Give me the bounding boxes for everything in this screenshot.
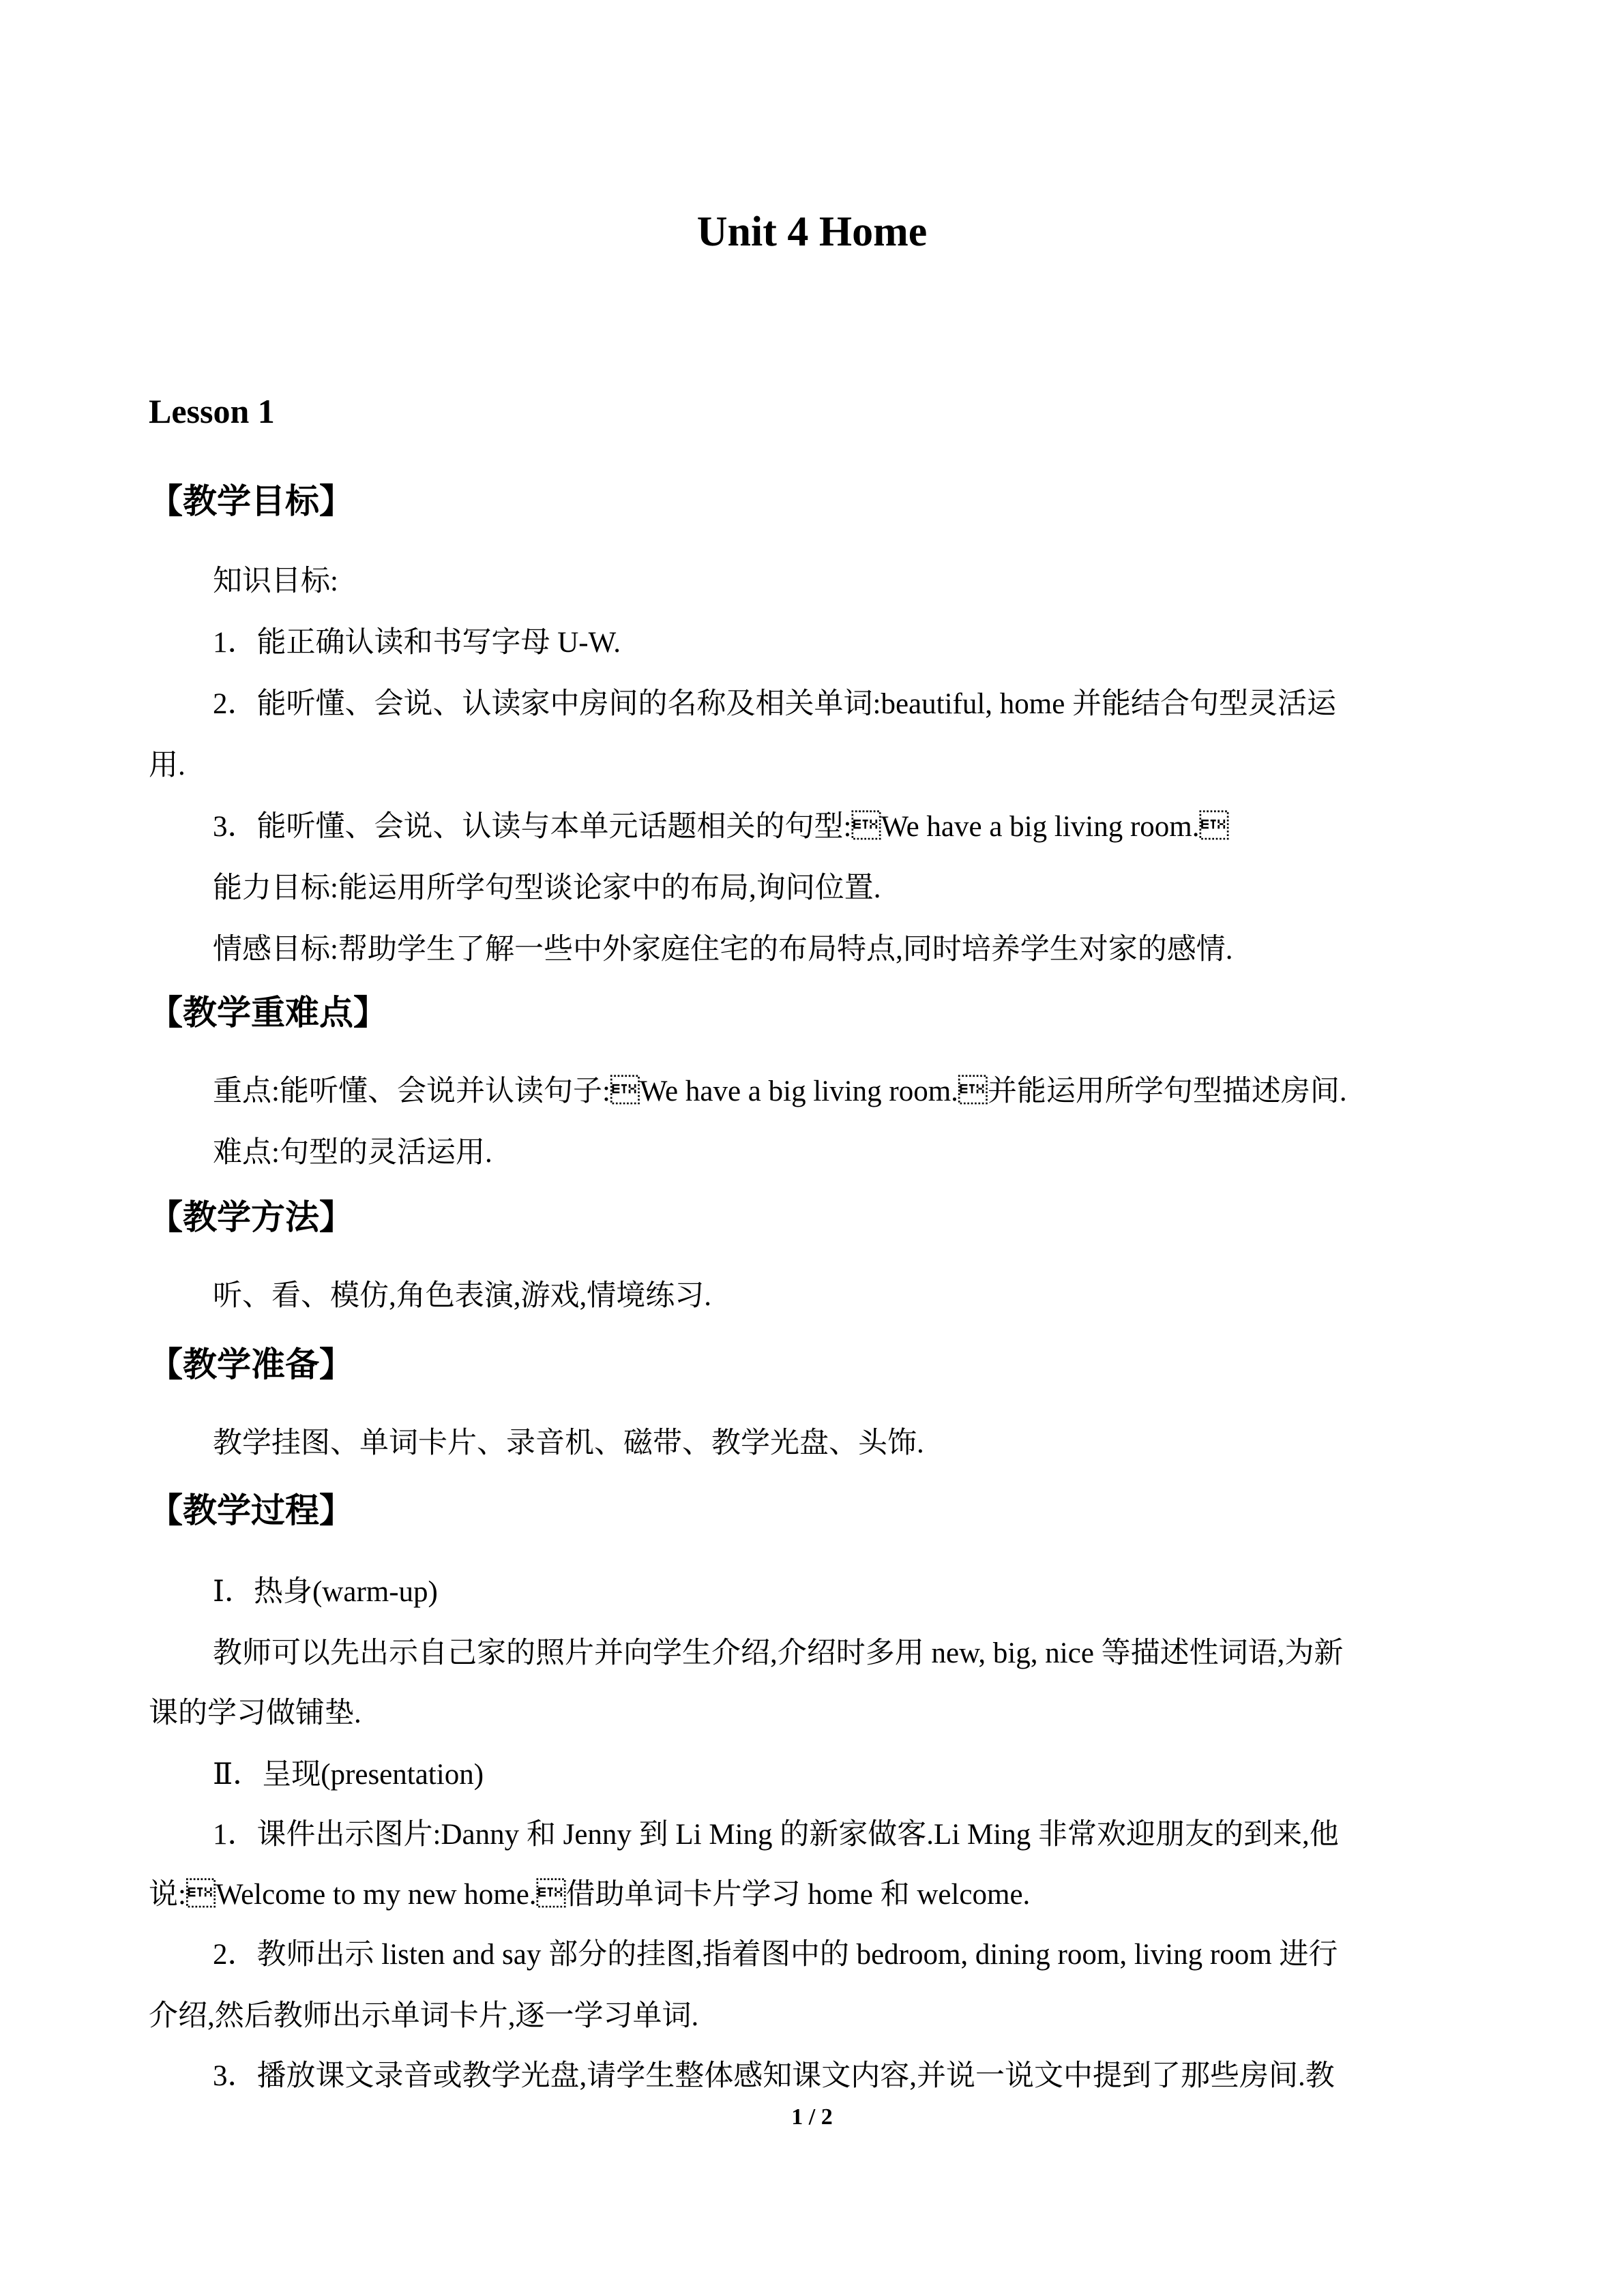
key-points-line: 难点:句型的灵活运用.: [213, 1137, 492, 1169]
objectives-line: 用.: [149, 749, 186, 781]
objectives-line: 能力目标:能运用所学句型谈论家中的布局,询问位置.: [213, 872, 881, 904]
process-line: 2．教师出示 listen and say 部分的挂图,指着图中的 bedroom, dining room, living room 进行: [213, 1939, 1338, 1971]
objectives-line: 3．能听懂、会说、认读与本单元话题相关的句型:We have a big living room.: [213, 811, 1229, 843]
heading-objectives: 【教学目标】: [149, 481, 353, 521]
objectives-line: 知识目标:: [213, 565, 338, 597]
heading-preparation: 【教学准备】: [149, 1345, 353, 1384]
process-line: 介绍,然后教师出示单词卡片,逐一学习单词.: [149, 2000, 699, 2032]
process-line: 教师可以先出示自己家的照片并向学生介绍,介绍时多用 new, big, nice 等描述性词语,为新: [213, 1637, 1344, 1669]
objectives-line: 2．能听懂、会说、认读家中房间的名称及相关单词:beautiful, home 并能结合句型灵活运: [213, 688, 1337, 720]
heading-methods: 【教学方法】: [149, 1197, 353, 1237]
methods-line: 听、看、模仿,角色表演,游戏,情境练习.: [213, 1280, 711, 1312]
heading-process: 【教学过程】: [149, 1491, 353, 1530]
objectives-line: 情感目标:帮助学生了解一些中外家庭住宅的布局特点,同时培养学生对家的感情.: [213, 934, 1233, 966]
objectives-line: 1．能正确认读和书写字母 U-W.: [213, 627, 621, 659]
page-number: 1 / 2: [791, 2104, 833, 2130]
process-line: Ⅰ．热身(warm-up): [213, 1576, 438, 1608]
heading-key-points: 【教学重难点】: [149, 993, 387, 1032]
process-line: 说:Welcome to my new home.借助单词卡片学习 home 和 welcome.: [149, 1879, 1031, 1911]
process-line: 3．播放课文录音或教学光盘,请学生整体感知课文内容,并说一说文中提到了那些房间.教: [213, 2060, 1335, 2092]
process-line: 课的学习做铺垫.: [149, 1697, 361, 1729]
process-line: 1．课件出示图片:Danny 和 Jenny 到 Li Ming 的新家做客.Li Ming 非常欢迎朋友的到来,他: [213, 1819, 1339, 1851]
key-points-line: 重点:能听懂、会说并认读句子:We have a big living room.并能运用所学句型描述房间.: [213, 1075, 1347, 1107]
document-title: Unit 4 Home: [696, 209, 928, 255]
process-line: Ⅱ．呈现(presentation): [213, 1759, 484, 1791]
preparation-line: 教学挂图、单词卡片、录音机、磁带、教学光盘、头饰.: [213, 1427, 924, 1459]
lesson-label: Lesson 1: [149, 392, 275, 430]
